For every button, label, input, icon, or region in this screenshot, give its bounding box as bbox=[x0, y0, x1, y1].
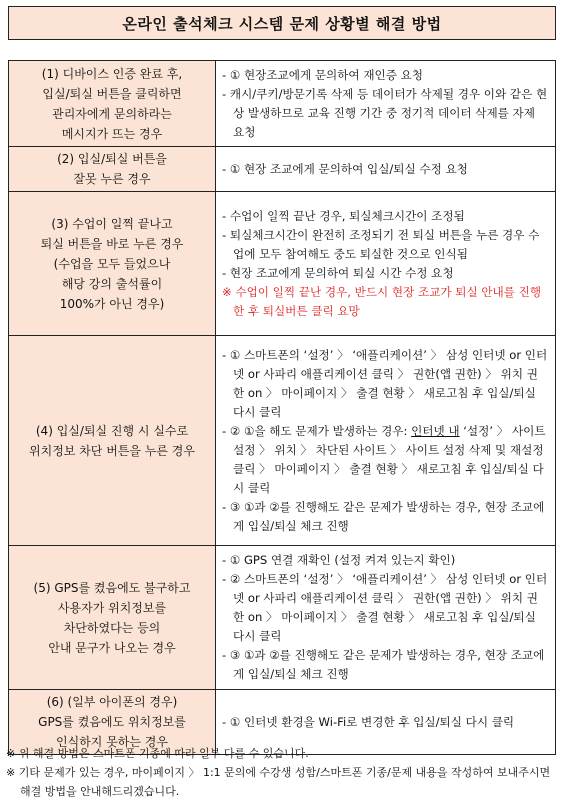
solution-item: - ① GPS 연결 재확인 (설정 켜져 있는지 확인) bbox=[222, 553, 456, 567]
solution-item: - 현장 조교에게 문의하여 퇴실 시간 수정 요청 bbox=[222, 265, 454, 280]
problem-cell: (5) GPS를 켰음에도 불구하고 사용자가 위치정보를 차단하였다는 등의 안내 문구가 나오는 경우 bbox=[9, 546, 216, 690]
footnote: ※ 기타 문제가 있는 경우, 마이페이지 〉 1:1 문의에 수강생 성함/스마트폰 기종/문제 내용을 작성하여 보내주시면 해결 방법을 안내해드리겠습니다. bbox=[6, 766, 551, 798]
page-title bbox=[8, 6, 556, 40]
solution-item: - ① 현장조교에게 문의하여 재인증 요청 bbox=[222, 67, 423, 82]
solution-item: - ① 스마트폰의 ‘설정’ 〉 ‘애플리케이션’ 〉 삼성 인터넷 or 인터넷 or 사파리 애플리케이션 클릭 〉 권한(앱 권한) 〉 위치 권한 on 〉 마이페이지 〉 출결 현황 〉 새로고침 후 입실/퇴실 다시 클릭 bbox=[222, 347, 548, 419]
underlined-text: 인터넷 내 bbox=[411, 423, 460, 438]
solution-text: ‘설정’ 〉 사이트설정 〉 위치 〉 차단된 사이트 〉 사이트 설정 삭제 및 재설정 클릭 〉 마이페이지 〉 출결 현황 〉 새로고침 후 입실/퇴실 다시 클릭 bbox=[233, 423, 546, 495]
solution-text: - ② ①을 해도 문제가 발생하는 경우: bbox=[222, 423, 412, 438]
footnotes bbox=[6, 744, 558, 801]
solution-item: - 퇴실체크시간이 완전히 조정되기 전 퇴실 버튼을 누른 경우 수업에 모두 참여해도 중도 퇴실한 것으로 인식됨 bbox=[222, 227, 540, 261]
solution-item: - 수업이 일찍 끝난 경우, 퇴실체크시간이 조정됨 bbox=[222, 208, 465, 223]
solution-cell bbox=[216, 192, 556, 336]
footnote: ※ 위 해결 방법은 스마트폰 기종에 따라 일부 다를 수 있습니다. bbox=[6, 747, 309, 760]
solution-cell bbox=[216, 546, 556, 690]
problem-cell: (1) 디바이스 인증 완료 후, 입실/퇴실 버튼을 클릭하면 관리자에게 문의하라는 메시지가 뜨는 경우 bbox=[9, 61, 216, 147]
problem-cell: (4) 입실/퇴실 진행 시 실수로 위치정보 차단 버튼을 누른 경우 bbox=[9, 336, 216, 546]
solution-item: - ③ ①과 ②를 진행해도 같은 문제가 발생하는 경우, 현장 조교에게 입실/퇴실 체크 진행 bbox=[222, 648, 545, 681]
solution-item: - ① 현장 조교에게 문의하여 입실/퇴실 수정 요청 bbox=[222, 161, 468, 176]
problem-cell: (6) (일부 아이폰의 경우) GPS를 켰음에도 위치정보를 인식하지 못하는 경우 bbox=[9, 690, 216, 755]
solution-cell bbox=[216, 336, 556, 546]
table-row bbox=[9, 147, 556, 192]
troubleshooting-table bbox=[8, 60, 556, 755]
problem-cell: (2) 입실/퇴실 버튼을 잘못 누른 경우 bbox=[9, 147, 216, 192]
table-row bbox=[9, 546, 556, 690]
solution-item: - ② 스마트폰의 ‘설정’ 〉 ‘애플리케이션’ 〉 삼성 인터넷 or 인터넷 or 사파리 애플리케이션 클릭 〉 권한(앱 권한) 〉 위치 권한 on 〉 마이페이지 〉 출결 현황 〉 새로고침 후 입실/퇴실 다시 클릭 bbox=[222, 572, 548, 643]
table-row bbox=[9, 336, 556, 546]
solution-item: - 캐시/쿠키/방문기록 삭제 등 데이터가 삭제될 경우 이와 같은 현상 발생하므로 교육 진행 기간 중 정기적 데이터 삭제를 자제 요청 bbox=[222, 86, 548, 139]
solution-cell bbox=[216, 61, 556, 147]
page-title-text: 온라인 출석체크 시스템 문제 상황별 해결 방법 bbox=[122, 14, 442, 33]
table-row bbox=[9, 192, 556, 336]
solution-cell bbox=[216, 147, 556, 192]
solution-item: - ③ ①과 ②를 진행해도 같은 문제가 발생하는 경우, 현장 조교에게 입실/퇴실 체크 진행 bbox=[222, 499, 545, 533]
solution-item: - ① 인터넷 환경을 Wi-Fi로 변경한 후 입실/퇴실 다시 클릭 bbox=[222, 714, 515, 729]
problem-cell: (3) 수업이 일찍 끝나고 퇴실 버튼을 바로 누른 경우 (수업을 모두 들었으나 해당 강의 출석률이 100%가 아닌 경우) bbox=[9, 192, 216, 336]
table-row bbox=[9, 61, 556, 147]
warning-text: ※ 수업이 일찍 끝난 경우, 반드시 현장 조교가 퇴실 안내를 진행한 후 퇴실버튼 클릭 요망 bbox=[222, 284, 542, 318]
solution-item bbox=[222, 422, 549, 498]
